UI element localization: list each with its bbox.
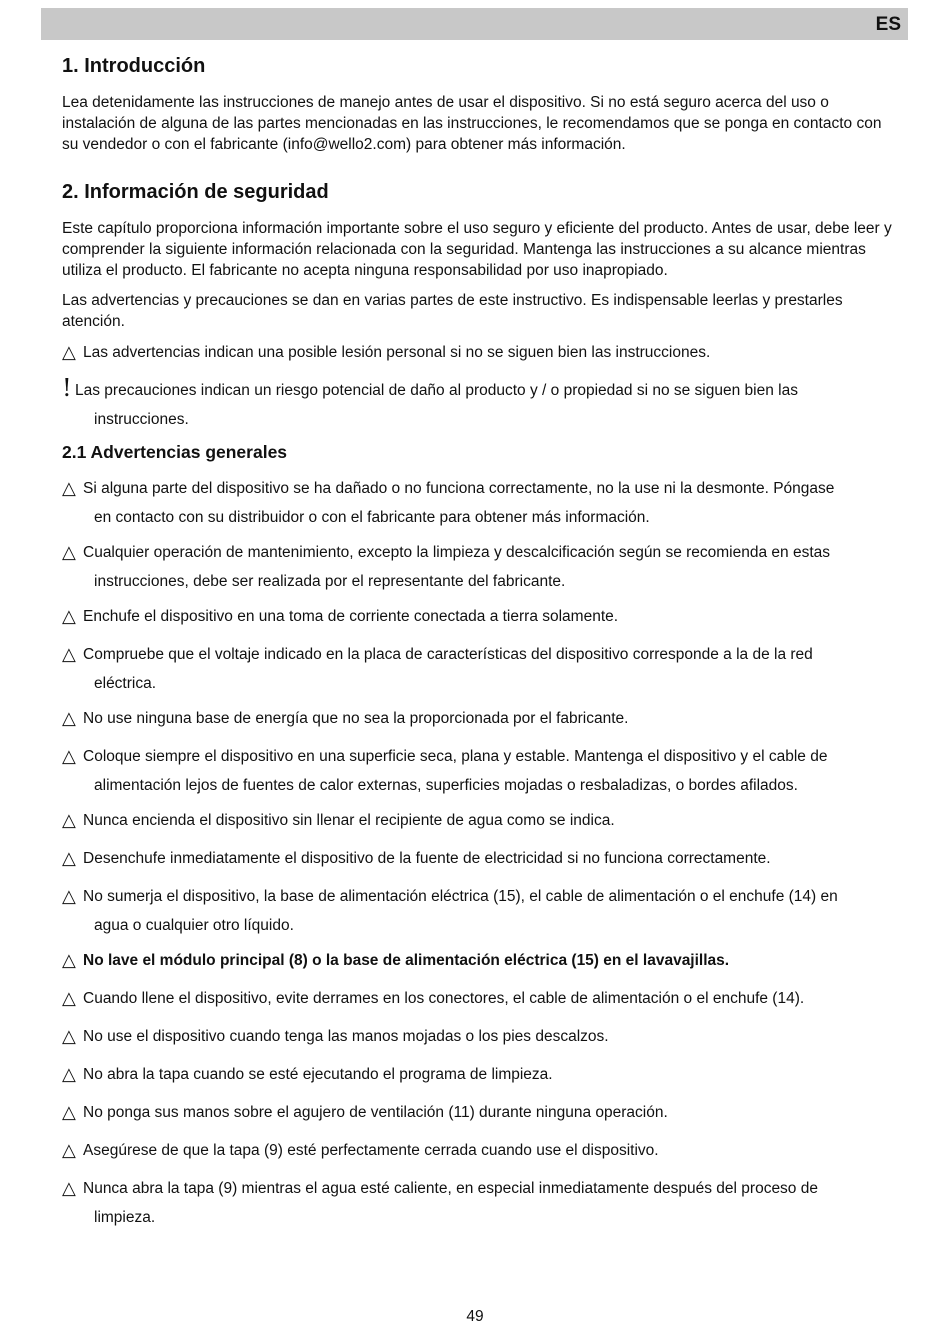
warning-triangle-icon: △ (62, 708, 76, 729)
warning-item (62, 806, 902, 835)
warning-item (62, 1022, 902, 1051)
warning-triangle-icon: △ (62, 746, 76, 767)
warning-item-text: Enchufe el dispositivo en una toma de corriente conectada a tierra solamente. (83, 608, 619, 625)
warning-triangle-icon: △ (62, 542, 76, 563)
warning-item-text: No abra la tapa cuando se esté ejecutando el programa de limpieza. (83, 1066, 553, 1083)
warning-item (62, 844, 902, 873)
language-tag: ES (875, 14, 901, 35)
warning-triangle-icon: △ (62, 886, 76, 907)
warning-item (62, 1136, 902, 1165)
warning-item-text-cont: instrucciones, debe ser realizada por el representante del fabricante. (94, 573, 566, 590)
warning-item (62, 640, 902, 698)
warning-item-text: Coloque siempre el dispositivo en una superficie seca, plana y estable. Mantenga el dispositivo y el cable de (83, 748, 828, 765)
warning-triangle-icon: △ (62, 810, 76, 831)
warning-item (62, 1060, 902, 1089)
warning-item-text: No lave el módulo principal (8) o la base de alimentación eléctrica (15) en el lavavajillas. (83, 952, 730, 969)
warning-triangle-icon: △ (62, 342, 76, 363)
warning-triangle-icon: △ (62, 950, 76, 971)
warning-triangle-icon: △ (62, 1064, 76, 1085)
warning-item (62, 474, 902, 532)
warning-item (62, 602, 902, 631)
page-content (62, 50, 902, 1232)
caution-legend-text-cont: instrucciones. (94, 411, 189, 428)
warning-item (62, 882, 902, 940)
warning-triangle-icon: △ (62, 1102, 76, 1123)
warning-item-text: No use ninguna base de energía que no sea la proporcionada por el fabricante. (83, 710, 629, 727)
exclamation-icon: ! (62, 374, 72, 402)
warning-item (62, 538, 902, 596)
warning-legend-text: Las advertencias indican una posible lesión personal si no se siguen bien las instrucciones. (83, 344, 711, 361)
warning-item (62, 742, 902, 800)
warning-item-text: Si alguna parte del dispositivo se ha dañado o no funciona correctamente, no la use ni la desmonte. Póngase (83, 480, 835, 497)
warning-triangle-icon: △ (62, 1026, 76, 1047)
warning-item (62, 704, 902, 733)
warning-triangle-icon: △ (62, 1140, 76, 1161)
warning-item (62, 946, 902, 975)
warning-triangle-icon: △ (62, 848, 76, 869)
warning-item-text: Asegúrese de que la tapa (9) esté perfectamente cerrada cuando use el dispositivo. (83, 1142, 659, 1159)
warning-item-text: No use el dispositivo cuando tenga las manos mojadas o los pies descalzos. (83, 1028, 609, 1045)
subsection-title-general-warnings: 2.1 Advertencias generales (62, 442, 288, 462)
warning-item (62, 984, 902, 1013)
warning-triangle-icon: △ (62, 644, 76, 665)
page-number: 49 (466, 1308, 484, 1325)
general-warnings-list (62, 474, 902, 1232)
warning-triangle-icon: △ (62, 1178, 76, 1199)
warning-item-text-cont: agua o cualquier otro líquido. (94, 917, 294, 934)
warning-item-text-cont: eléctrica. (94, 675, 157, 692)
caution-legend-text: Las precauciones indican un riesgo potencial de daño al producto y / o propiedad si no se siguen bien las (75, 382, 798, 399)
warning-item-text: Cuando llene el dispositivo, evite derrames en los conectores, el cable de alimentación o el enchufe (14). (83, 990, 805, 1007)
intro-paragraph: Lea detenidamente las instrucciones de manejo antes de usar el dispositivo. Si no está seguro acerca del uso o instalación de alguna de las partes mencionadas en las instrucciones, le recomendamos que se ponga en contacto con su vendedor o con el fabricante (info@wello2.com) para obtener más información. (62, 94, 882, 153)
section-title-safety: 2. Información de seguridad (62, 181, 329, 203)
warning-item-text-cont: alimentación lejos de fuentes de calor externas, superficies mojadas o resbaladizas, o bordes afilados. (94, 777, 798, 794)
section-title-introduction: 1. Introducción (62, 55, 206, 77)
warning-item (62, 1098, 902, 1127)
warning-item-text: No ponga sus manos sobre el agujero de ventilación (11) durante ninguna operación. (83, 1104, 668, 1121)
safety-paragraph-1: Este capítulo proporciona información importante sobre el uso seguro y eficiente del producto. Antes de usar, debe leer y comprender la siguiente información relacionada con la seguridad. Mantenga las instrucciones a su alcance mientras utiliza el producto. El fabricante no acepta ninguna responsabilidad por uso inapropiado. (62, 220, 892, 279)
warning-legend (62, 338, 902, 367)
warning-item-text-cont: en contacto con su distribuidor o con el fabricante para obtener más información. (94, 509, 650, 526)
warning-triangle-icon: △ (62, 478, 76, 499)
caution-legend (62, 376, 902, 434)
warning-triangle-icon: △ (62, 988, 76, 1009)
warning-item (62, 1174, 902, 1232)
warning-item-text: Nunca abra la tapa (9) mientras el agua esté caliente, en especial inmediatamente después del proceso de (83, 1180, 818, 1197)
warning-item-text-cont: limpieza. (94, 1209, 156, 1226)
safety-paragraph-2: Las advertencias y precauciones se dan en varias partes de este instructivo. Es indispensable leerlas y prestarles atención. (62, 292, 843, 330)
warning-item-text: Compruebe que el voltaje indicado en la placa de características del dispositivo corresponde a la de la red (83, 646, 813, 663)
warning-item-text: Cualquier operación de mantenimiento, excepto la limpieza y descalcificación según se recomienda en estas (83, 544, 831, 561)
warning-item-text: Nunca encienda el dispositivo sin llenar el recipiente de agua como se indica. (83, 812, 615, 829)
warning-item-text: No sumerja el dispositivo, la base de alimentación eléctrica (15), el cable de alimentación o el enchufe (14) en (83, 888, 838, 905)
warning-triangle-icon: △ (62, 606, 76, 627)
warning-item-text: Desenchufe inmediatamente el dispositivo de la fuente de electricidad si no funciona correctamente. (83, 850, 771, 867)
header-bar (41, 8, 908, 40)
